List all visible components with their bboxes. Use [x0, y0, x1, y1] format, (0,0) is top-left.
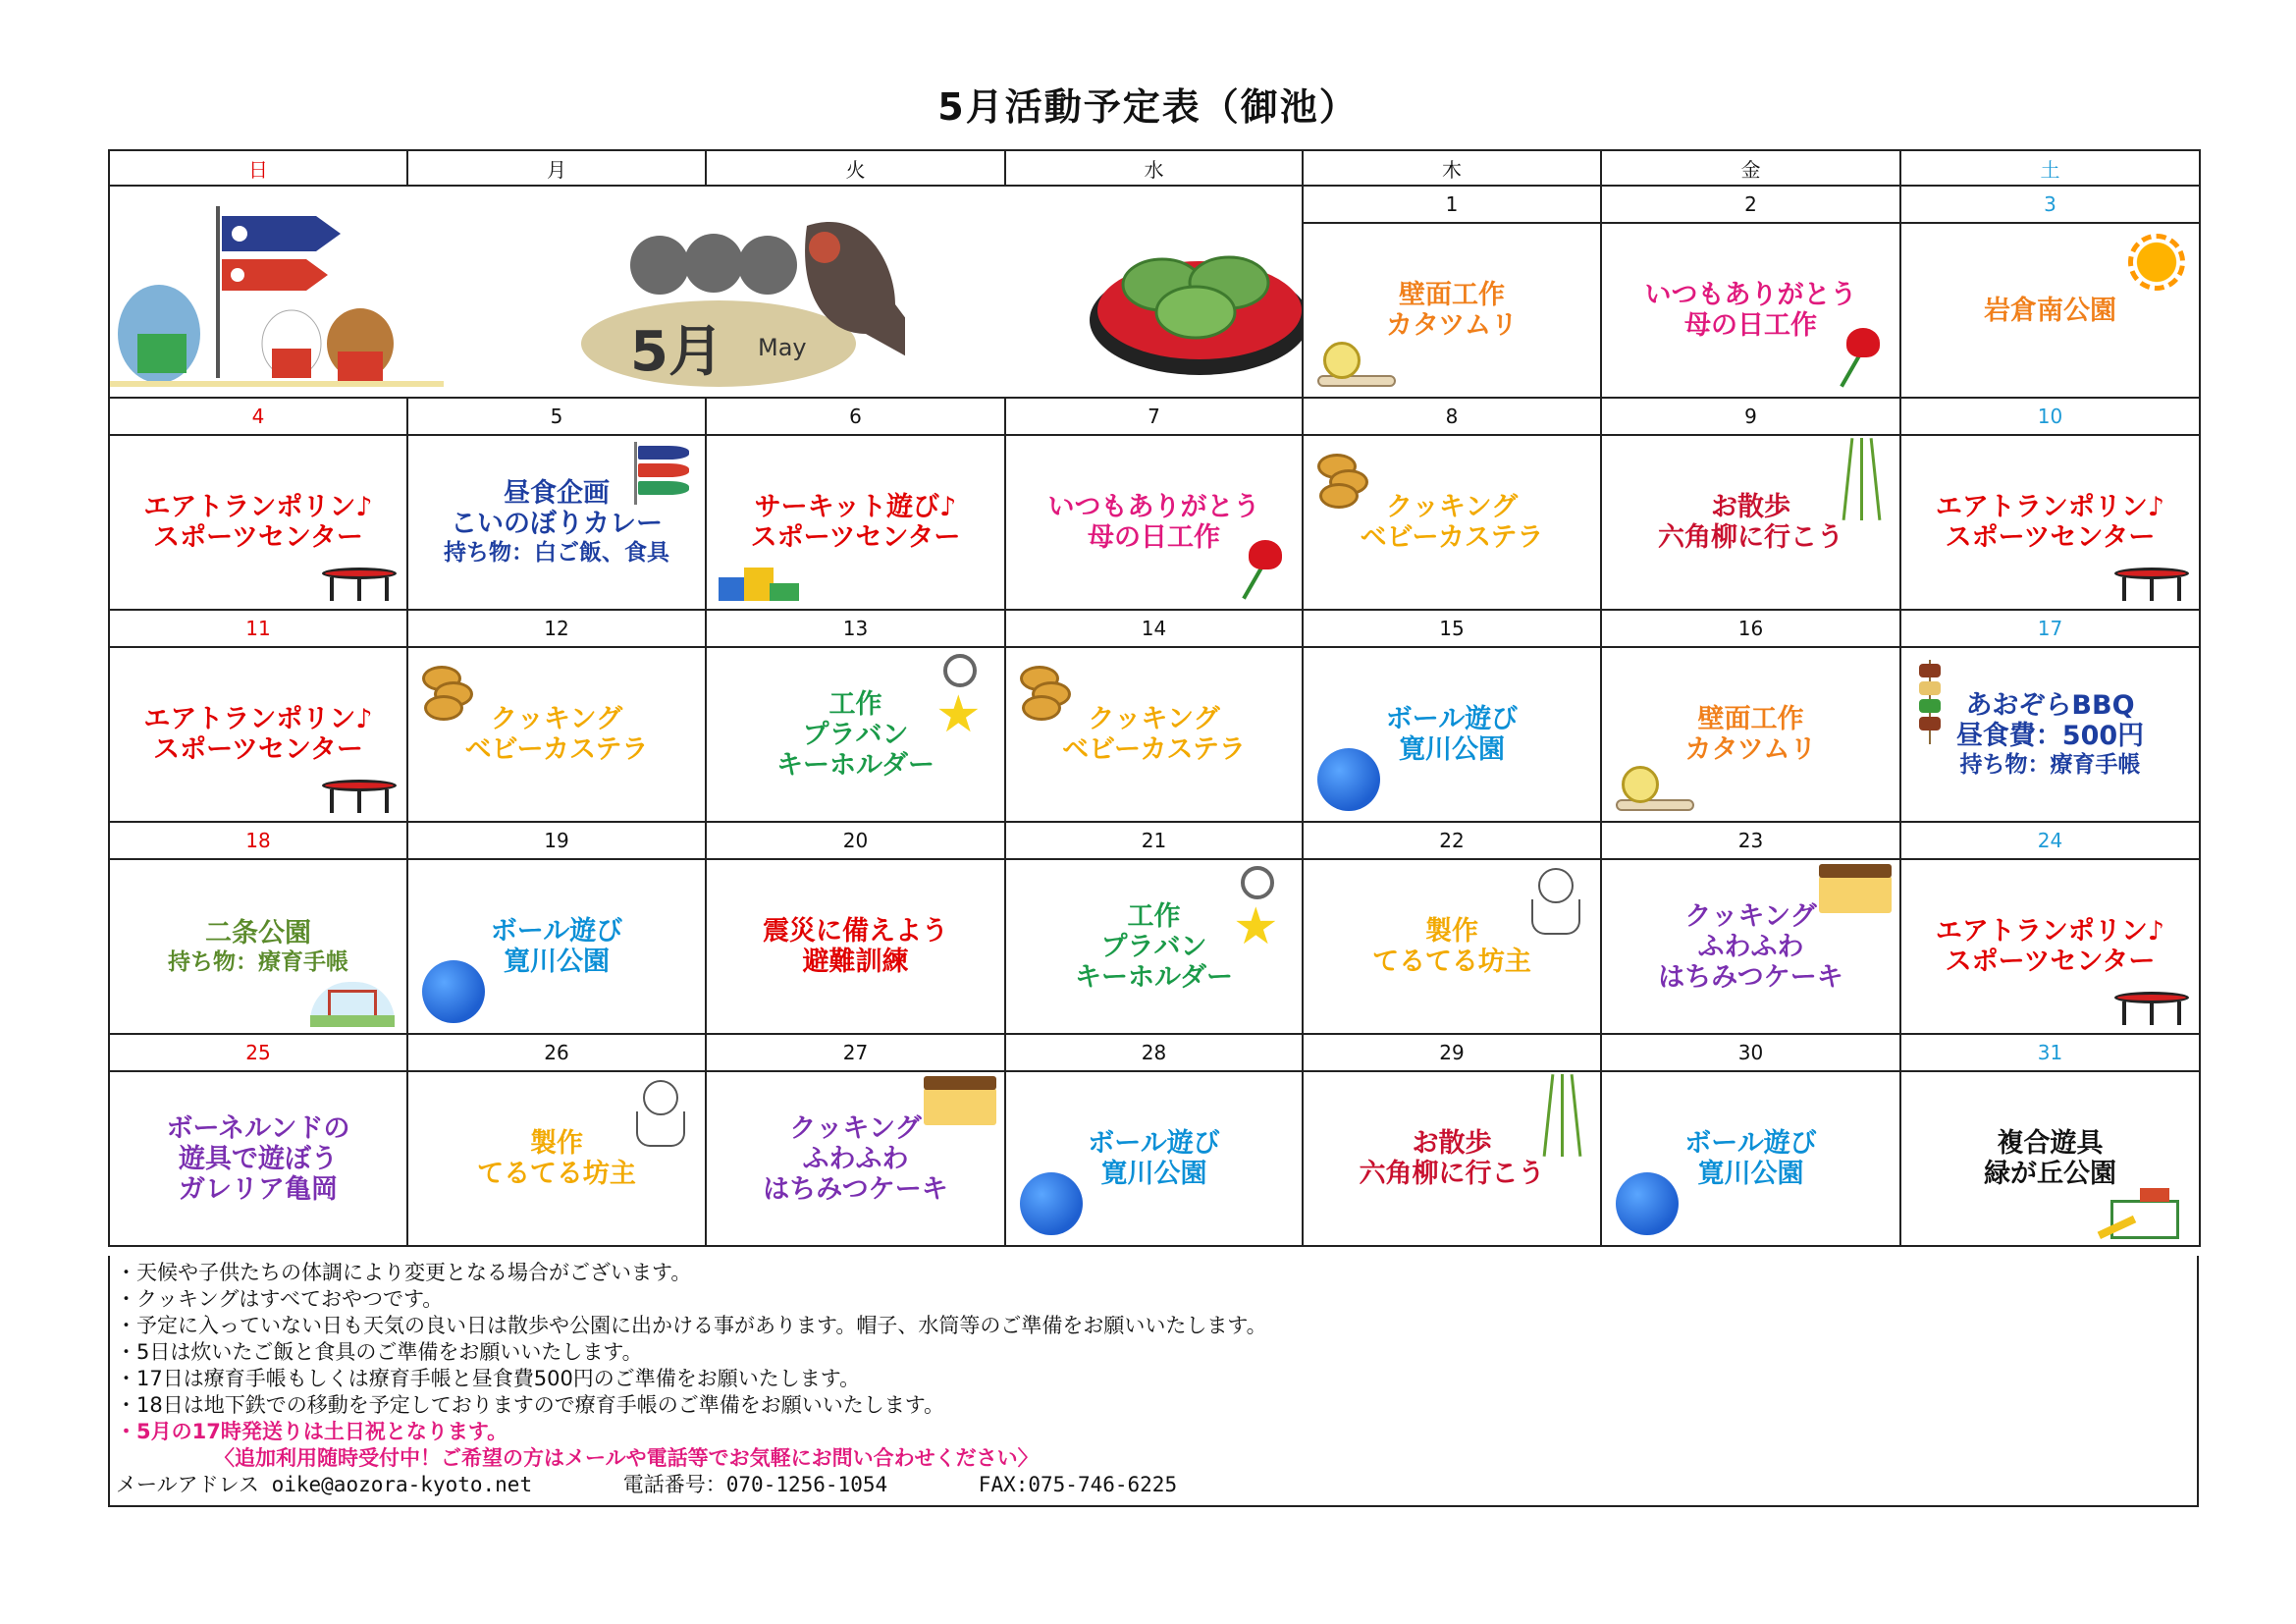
hero-month-sub: May: [758, 334, 807, 361]
date-row: [109, 1034, 2200, 1071]
activity-text: てるてる坊主: [1372, 947, 1531, 977]
hero-illustration: [110, 187, 1302, 397]
kashiwa-mochi-icon: [1082, 204, 1303, 381]
hero-banner: [109, 186, 1303, 398]
activity-text: 六角柳に行こう: [1359, 1159, 1545, 1189]
activity-cell: [407, 435, 706, 610]
activity-text: いつもありがとう: [1644, 280, 1857, 310]
activity-cell: [109, 859, 407, 1034]
snail-icon: [1317, 342, 1396, 387]
activity-text: 持ち物：白ご飯、食具: [444, 540, 669, 566]
keychain-icon: ★: [935, 654, 987, 742]
date-number: 14: [1005, 610, 1303, 647]
weekday-sun: 日: [109, 150, 407, 186]
activity-text: 二条公園: [205, 917, 311, 948]
activity-text: クッキング: [490, 704, 623, 734]
activity-text: 遊具で遊ぼう: [179, 1143, 338, 1174]
date-number: 23: [1601, 822, 1900, 859]
date-number: 12: [407, 610, 706, 647]
activity-cell: [1303, 647, 1601, 822]
weekday-thu: 木: [1303, 150, 1601, 186]
activity-text: 壁面工作: [1399, 280, 1505, 310]
activity-text: エアトランポリン♪: [143, 492, 373, 522]
activity-cell: [1601, 223, 1900, 398]
weekday-tue: 火: [706, 150, 1005, 186]
trampoline-icon: [322, 780, 397, 813]
date-number: 28: [1005, 1034, 1303, 1071]
weekday-fri: 金: [1601, 150, 1900, 186]
date-row: [109, 186, 2200, 223]
activity-text: サーキット遊び♪: [754, 492, 957, 522]
contact-fax: FAX:075-746-6225: [978, 1473, 1178, 1496]
date-number: 9: [1601, 398, 1900, 435]
activity-text: 母の日工作: [1684, 310, 1817, 341]
activity-text: 製作: [1425, 916, 1478, 947]
bird-family-icon: [571, 187, 905, 395]
date-number: 31: [1900, 1034, 2200, 1071]
activity-text: いつもありがとう: [1047, 492, 1260, 522]
activity-text: クッキング: [789, 1112, 922, 1144]
date-number: 1: [1303, 186, 1601, 223]
contact-info: [116, 1472, 2191, 1498]
activity-text: 寛川公園: [1697, 1159, 1804, 1189]
activity-cell: [1601, 435, 1900, 610]
activity-text: エアトランポリン♪: [1935, 492, 2165, 522]
activity-text: ボール遊び: [1385, 704, 1519, 734]
date-number: 8: [1303, 398, 1601, 435]
date-number: 21: [1005, 822, 1303, 859]
activity-text: エアトランポリン♪: [1935, 916, 2165, 947]
activity-text: 昼食費：500円: [1955, 721, 2145, 751]
activity-text: 岩倉南公園: [1984, 295, 2116, 326]
activity-text: あおぞらBBQ: [1965, 690, 2135, 721]
activity-text: 寛川公園: [504, 947, 610, 977]
weekday-header: [109, 150, 2200, 186]
activity-text: クッキング: [1385, 492, 1519, 522]
activity-text: ふわふわ: [1697, 931, 1804, 962]
activity-cell: [1601, 1071, 1900, 1246]
date-number: 2: [1601, 186, 1900, 223]
date-number: 17: [1900, 610, 2200, 647]
note-line: ・クッキングはすべておやつです。: [116, 1287, 444, 1311]
activity-cell: [109, 647, 407, 822]
note-line: ・5日は炊いたご飯と食具のご準備をお願いいたします。: [116, 1340, 643, 1364]
date-row: [109, 398, 2200, 435]
activity-text: ボール遊び: [1088, 1128, 1220, 1159]
activity-text: 寛川公園: [1100, 1159, 1207, 1189]
calendar-table: [108, 149, 2201, 1247]
activity-text: 複合遊具: [1997, 1128, 2104, 1159]
date-number: 18: [109, 822, 407, 859]
activity-cell: [1601, 647, 1900, 822]
date-number: 15: [1303, 610, 1601, 647]
activity-text: スポーツセンター: [1945, 522, 2156, 553]
date-number: 4: [109, 398, 407, 435]
date-row: [109, 610, 2200, 647]
activity-text: お散歩: [1711, 492, 1790, 522]
activity-text: スポーツセンター: [750, 522, 961, 553]
trampoline-icon: [322, 568, 397, 601]
activity-cell: [1900, 1071, 2200, 1246]
activity-text: ボーネルンドの: [166, 1112, 350, 1144]
date-number: 22: [1303, 822, 1601, 859]
hero-month-label: 5月: [630, 320, 723, 384]
weekday-wed: 水: [1005, 150, 1303, 186]
weekday-sat: 土: [1900, 150, 2200, 186]
activity-text: キーホルダー: [776, 749, 934, 781]
recruit-notice: 〈追加利用随時受付中！ご希望の方はメールや電話等でお気軽にお問い合わせください〉: [214, 1446, 1039, 1470]
activity-cell: [1303, 223, 1601, 398]
activity-cell: [109, 435, 407, 610]
trampoline-icon: [2114, 568, 2189, 601]
activity-text: 工作: [1127, 900, 1181, 932]
activity-text: ガレリア亀岡: [179, 1173, 338, 1205]
activity-text: 持ち物：療育手帳: [1959, 752, 2141, 778]
note-line: ・予定に入っていない日も天気の良い日は散歩や公園に出かける事があります。帽子、水筒等のご準備をお願いいたします。: [116, 1314, 1267, 1337]
activity-text: カタツムリ: [1684, 734, 1817, 765]
date-number: 5: [407, 398, 706, 435]
activity-text: クッキング: [1684, 900, 1817, 932]
activity-row: [109, 859, 2200, 1034]
activity-row: [109, 435, 2200, 610]
activity-text: カタツムリ: [1386, 310, 1518, 341]
koinobori-scene-icon: [110, 187, 444, 395]
activity-text: プラバン: [802, 719, 909, 750]
activity-text: はちみつケーキ: [763, 1173, 948, 1205]
activity-text: ベビーカステラ: [1360, 522, 1544, 553]
date-number: 16: [1601, 610, 1900, 647]
activity-text: 母の日工作: [1088, 522, 1220, 553]
activity-text: ベビーカステラ: [464, 734, 649, 765]
activity-text: プラバン: [1100, 931, 1207, 962]
activity-cell: [1005, 859, 1303, 1034]
activity-cell: [706, 859, 1005, 1034]
activity-cell: [407, 859, 706, 1034]
park-icon: [310, 982, 395, 1027]
date-number: 19: [407, 822, 706, 859]
date-number: 26: [407, 1034, 706, 1071]
date-number: 10: [1900, 398, 2200, 435]
activity-text: 持ち物：療育手帳: [168, 948, 348, 975]
keychain-icon: ★: [1233, 866, 1284, 954]
activity-text: 避難訓練: [802, 947, 909, 977]
activity-row: [109, 1071, 2200, 1246]
activity-cell: [1303, 1071, 1601, 1246]
activity-cell: [706, 647, 1005, 822]
activity-text: 昼食企画: [504, 478, 610, 509]
activity-cell: [1303, 859, 1601, 1034]
activity-text: 製作: [530, 1128, 583, 1159]
activity-cell: [706, 1071, 1005, 1246]
activity-cell: [1601, 859, 1900, 1034]
page-title: 5月活動予定表（御池）: [937, 85, 1359, 129]
activity-text: お散歩: [1412, 1128, 1492, 1159]
date-number: 30: [1601, 1034, 1900, 1071]
date-number: 20: [706, 822, 1005, 859]
weekday-mon: 月: [407, 150, 706, 186]
activity-text: 寛川公園: [1399, 734, 1505, 765]
activity-text: スポーツセンター: [153, 734, 363, 765]
notes-section: [108, 1256, 2199, 1507]
activity-text: こいのぼりカレー: [451, 509, 663, 539]
date-number: 6: [706, 398, 1005, 435]
sun-icon: [2128, 234, 2185, 291]
activity-cell: [109, 1071, 407, 1246]
activity-cell: [1005, 435, 1303, 610]
activity-cell: [1005, 647, 1303, 822]
contact-phone: 電話番号：070-1256-1054: [622, 1473, 888, 1496]
activity-cell: [1900, 435, 2200, 610]
activity-text: 六角柳に行こう: [1658, 522, 1843, 553]
date-number: 29: [1303, 1034, 1601, 1071]
date-number: 13: [706, 610, 1005, 647]
activity-text: スポーツセンター: [1945, 947, 2156, 977]
note-line: ・天候や子供たちの体調により変更となる場合がございます。: [116, 1261, 692, 1284]
activity-text: エアトランポリン♪: [143, 704, 373, 734]
date-number: 24: [1900, 822, 2200, 859]
activity-text: ボール遊び: [490, 916, 623, 947]
activity-text: てるてる坊主: [477, 1159, 636, 1189]
contact-email: メールアドレス oike@aozora-kyoto.net: [116, 1473, 533, 1496]
activity-text: はちみつケーキ: [1658, 961, 1843, 993]
trampoline-icon: [2114, 992, 2189, 1025]
activity-cell: [1900, 223, 2200, 398]
activity-text: ふわふわ: [802, 1143, 909, 1174]
activity-text: キーホルダー: [1075, 961, 1233, 993]
activity-row: [109, 647, 2200, 822]
date-number: 27: [706, 1034, 1005, 1071]
activity-cell: [1900, 647, 2200, 822]
activity-text: 壁面工作: [1697, 704, 1804, 734]
activity-cell: [706, 435, 1005, 610]
activity-text: ボール遊び: [1684, 1128, 1817, 1159]
activity-text: クッキング: [1088, 704, 1220, 734]
date-row: [109, 822, 2200, 859]
note-line: ・17日は療育手帳もしくは療育手帳と昼食費500円のご準備をお願いたします。: [116, 1367, 861, 1390]
date-number: 7: [1005, 398, 1303, 435]
playground-icon: [2101, 1180, 2185, 1239]
date-number: 11: [109, 610, 407, 647]
snail-icon: [1616, 766, 1694, 811]
activity-cell: [407, 647, 706, 822]
activity-cell: [407, 1071, 706, 1246]
pickup-notice: ・5月の17時発送りは土日祝となります。: [116, 1420, 508, 1443]
activity-cell: [1900, 859, 2200, 1034]
activity-cell: [1005, 1071, 1303, 1246]
soft-blocks-icon: [719, 554, 799, 601]
date-number: 25: [109, 1034, 407, 1071]
activity-text: ベビーカステラ: [1062, 734, 1246, 765]
activity-text: 震災に備えよう: [763, 916, 948, 947]
date-number: 3: [1900, 186, 2200, 223]
activity-text: 工作: [828, 688, 882, 720]
activity-cell: [1303, 435, 1601, 610]
note-line: ・18日は地下鉄での移動を予定しておりますので療育手帳のご準備をお願いいたします。: [116, 1393, 945, 1417]
activity-text: 緑が丘公園: [1984, 1159, 2116, 1189]
activity-text: スポーツセンター: [153, 522, 363, 553]
